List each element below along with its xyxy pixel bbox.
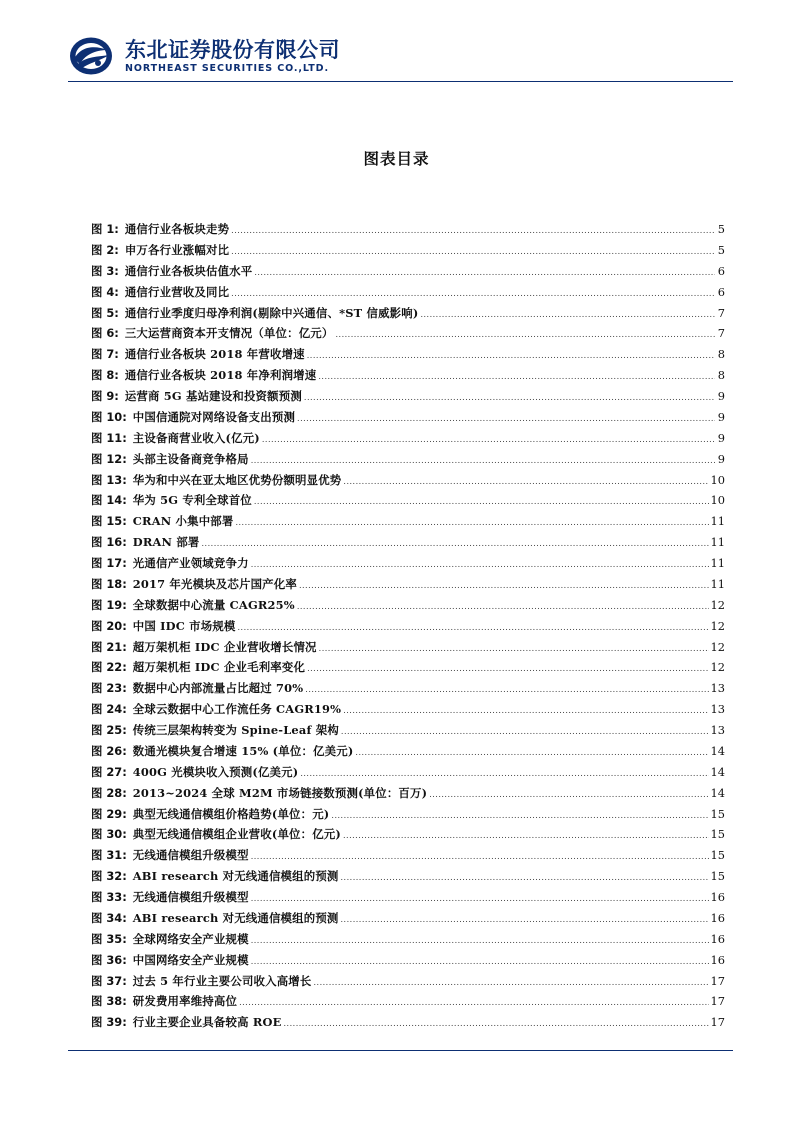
toc-entry-label: 通信行业各板块 2018 年净利润增速 xyxy=(124,368,317,383)
toc-dot-leader xyxy=(284,1014,709,1035)
toc-dot-leader xyxy=(251,889,709,910)
toc-entry-number: 图 34: xyxy=(91,910,127,925)
toc-entry-number: 图 10: xyxy=(91,409,127,424)
toc-entry[interactable] xyxy=(91,511,725,532)
toc-entry-number: 图 31: xyxy=(91,848,127,863)
toc-entry-number: 图 16: xyxy=(91,535,127,550)
toc-entry-label: 超万架机柜 IDC 企业毛利率变化 xyxy=(132,660,306,675)
toc-entry-number: 图 30: xyxy=(91,827,127,842)
toc-entry-number: 图 17: xyxy=(91,556,127,570)
toc-entry-number: 图 8: xyxy=(91,368,119,383)
toc-entry-number: 图 25: xyxy=(91,723,127,737)
toc-entry-page: 14 xyxy=(710,785,725,800)
toc-entry-page: 10 xyxy=(710,472,725,487)
toc-entry-page: 7 xyxy=(717,305,725,320)
toc-dot-leader xyxy=(300,764,708,785)
toc-entry-number: 图 23: xyxy=(91,681,127,696)
toc-entry-page: 15 xyxy=(710,806,725,821)
toc-entry-label: 典型无线通信模组价格趋势(单位：元) xyxy=(132,806,330,821)
toc-entry-label: 全球云数据中心工作流任务 CAGR19% xyxy=(132,702,342,717)
toc-entry[interactable] xyxy=(91,323,725,344)
toc-entry-number: 图 5: xyxy=(91,305,119,320)
toc-entry-page: 9 xyxy=(717,430,725,445)
toc-entry-label: 主设备商营业收入(亿元) xyxy=(132,430,260,445)
toc-dot-leader xyxy=(314,973,709,994)
toc-entry[interactable] xyxy=(91,929,725,950)
toc-dot-leader xyxy=(307,346,715,367)
toc-entry-label: 研发费用率维持高位 xyxy=(132,994,238,1009)
header-divider xyxy=(68,81,733,82)
toc-dot-leader xyxy=(343,701,708,722)
toc-entry-number: 图 38: xyxy=(91,994,127,1009)
toc-entry[interactable] xyxy=(91,282,725,303)
toc-dot-leader xyxy=(319,639,709,660)
toc-entry-number: 图 18: xyxy=(91,576,127,591)
toc-dot-leader xyxy=(231,284,715,305)
toc-entry[interactable] xyxy=(91,303,725,324)
toc-dot-leader xyxy=(231,242,715,263)
toc-dot-leader xyxy=(251,847,709,868)
toc-entry-number: 图 9: xyxy=(91,389,119,403)
toc-entry-label: 400G 光模块收入预测(亿美元) xyxy=(132,764,299,779)
toc-entry-label: 2017 年光模块及芯片国产化率 xyxy=(132,576,297,591)
toc-dot-leader xyxy=(235,513,708,534)
toc-entry-label: 通信行业各板块估值水平 xyxy=(124,263,253,278)
toc-dot-leader xyxy=(239,993,708,1014)
toc-dot-leader xyxy=(335,325,715,346)
toc-entry-label: 中国网络安全产业规模 xyxy=(132,952,249,967)
toc-entry-number: 图 28: xyxy=(91,785,127,800)
toc-entry-page: 6 xyxy=(717,263,725,278)
toc-entry-page: 10 xyxy=(710,493,725,508)
toc-entry[interactable] xyxy=(91,386,725,407)
toc-dot-leader xyxy=(305,680,708,701)
toc-entry[interactable] xyxy=(91,866,725,887)
toc-entry-label: 通信行业各板块走势 xyxy=(124,222,230,236)
toc-entry-page: 16 xyxy=(710,931,725,946)
toc-entry[interactable] xyxy=(91,845,725,866)
company-name-cn: 东北证券股份有限公司 xyxy=(125,38,340,62)
toc-entry[interactable] xyxy=(91,553,725,574)
toc-entry-page: 15 xyxy=(710,869,725,884)
toc-entry-page: 6 xyxy=(717,284,725,299)
toc-entry-label: 通信行业各板块 2018 年营收增速 xyxy=(124,347,305,362)
toc-entry-page: 17 xyxy=(710,994,725,1009)
toc-entry-label: 超万架机柜 IDC 企业营收增长情况 xyxy=(132,639,317,654)
toc-entry-page: 8 xyxy=(717,368,725,383)
toc-entry[interactable] xyxy=(91,804,725,825)
toc-entry-label: 数通光模块复合增速 15% (单位：亿美元) xyxy=(132,743,354,758)
toc-entry[interactable] xyxy=(91,240,725,261)
toc-entry-number: 图 6: xyxy=(91,326,119,341)
toc-entry-label: 过去 5 年行业主要公司收入高增长 xyxy=(132,973,312,988)
toc-entry-label: 光通信产业领域竞争力 xyxy=(132,556,249,570)
toc-entry-page: 17 xyxy=(710,1015,725,1030)
toc-entry-label: 华为和中兴在亚太地区优势份额明显优势 xyxy=(132,472,342,487)
toc-dot-leader xyxy=(299,576,709,597)
toc-entry[interactable] xyxy=(91,261,725,282)
page-title: 图表目录 xyxy=(363,150,430,168)
toc-dot-leader xyxy=(254,492,709,513)
company-name-en: NORTHEAST SECURITIES CO.,LTD. xyxy=(125,63,329,74)
toc-entry-page: 14 xyxy=(710,743,725,758)
toc-dot-leader xyxy=(307,659,708,680)
toc-dot-leader xyxy=(251,555,709,576)
toc-dot-leader xyxy=(297,597,709,618)
toc-entry[interactable] xyxy=(91,1012,725,1033)
toc-entry-label: 中国 IDC 市场规模 xyxy=(132,618,236,633)
toc-entry-number: 图 26: xyxy=(91,743,127,758)
toc-entry-number: 图 39: xyxy=(91,1015,127,1030)
figure-toc-list xyxy=(91,219,725,1033)
toc-dot-leader xyxy=(343,472,708,493)
toc-entry-label: 行业主要企业具备较高 ROE xyxy=(132,1015,282,1030)
page-header xyxy=(68,34,728,80)
toc-entry-number: 图 7: xyxy=(91,347,119,362)
toc-entry-label: DRAN 部署 xyxy=(132,535,200,550)
toc-entry[interactable] xyxy=(91,887,725,908)
toc-entry[interactable] xyxy=(91,824,725,845)
toc-entry[interactable] xyxy=(91,950,725,971)
toc-entry-page: 9 xyxy=(717,389,725,403)
toc-entry-page: 8 xyxy=(717,347,725,362)
toc-entry-page: 7 xyxy=(717,326,725,341)
footer-divider xyxy=(68,1050,733,1051)
toc-entry-label: 通信行业营收及同比 xyxy=(124,284,230,299)
toc-entry-label: 头部主设备商竞争格局 xyxy=(132,451,249,466)
toc-entry-number: 图 14: xyxy=(91,493,127,508)
toc-entry-page: 11 xyxy=(710,576,725,591)
toc-entry-number: 图 13: xyxy=(91,472,127,487)
toc-entry-number: 图 27: xyxy=(91,764,127,779)
toc-dot-leader xyxy=(231,221,715,242)
toc-entry-label: 全球网络安全产业规模 xyxy=(132,931,249,946)
toc-entry-number: 图 36: xyxy=(91,952,127,967)
toc-dot-leader xyxy=(254,263,715,284)
toc-entry-page: 5 xyxy=(717,242,725,257)
toc-dot-leader xyxy=(251,952,709,973)
toc-dot-leader xyxy=(297,409,715,430)
toc-entry[interactable] xyxy=(91,407,725,428)
toc-entry[interactable] xyxy=(91,365,725,386)
toc-entry-number: 图 11: xyxy=(91,430,127,445)
toc-entry[interactable] xyxy=(91,762,725,783)
toc-entry-number: 图 3: xyxy=(91,263,119,278)
toc-entry-page: 12 xyxy=(710,660,725,675)
toc-dot-leader xyxy=(331,806,708,827)
toc-entry-page: 15 xyxy=(710,827,725,842)
toc-entry-page: 14 xyxy=(710,764,725,779)
toc-entry-page: 17 xyxy=(710,973,725,988)
toc-entry-label: 2013~2024 全球 M2M 市场链接数预测(单位：百万) xyxy=(132,785,428,800)
toc-entry[interactable] xyxy=(91,908,725,929)
toc-entry-number: 图 1: xyxy=(91,222,119,236)
toc-entry-label: 全球数据中心流量 CAGR25% xyxy=(132,597,295,612)
toc-dot-leader xyxy=(355,743,708,764)
toc-entry-page: 12 xyxy=(710,639,725,654)
toc-dot-leader xyxy=(304,388,715,409)
toc-entry-page: 5 xyxy=(717,222,725,236)
toc-entry[interactable] xyxy=(91,971,725,992)
toc-entry-page: 12 xyxy=(710,597,725,612)
northeast-securities-logo-icon xyxy=(68,36,114,76)
toc-entry[interactable] xyxy=(91,219,725,240)
toc-entry-page: 15 xyxy=(710,848,725,863)
toc-entry-number: 图 22: xyxy=(91,660,127,675)
toc-entry[interactable] xyxy=(91,595,725,616)
toc-entry[interactable] xyxy=(91,532,725,553)
toc-entry-page: 9 xyxy=(717,409,725,424)
toc-entry-label: 中国信通院对网络设备支出预测 xyxy=(132,409,296,424)
toc-entry[interactable] xyxy=(91,741,725,762)
toc-dot-leader xyxy=(238,618,709,639)
toc-entry[interactable] xyxy=(91,678,725,699)
toc-entry-label: 无线通信模组升级模型 xyxy=(132,848,249,863)
toc-entry-number: 图 21: xyxy=(91,639,127,654)
toc-entry-number: 图 20: xyxy=(91,618,127,633)
toc-entry-label: ABI research 对无线通信模组的预测 xyxy=(132,910,339,925)
toc-entry-page: 12 xyxy=(710,618,725,633)
toc-dot-leader xyxy=(341,910,709,931)
toc-entry-page: 13 xyxy=(710,723,725,737)
toc-entry-number: 图 4: xyxy=(91,284,119,299)
toc-entry-page: 16 xyxy=(710,952,725,967)
toc-entry[interactable] xyxy=(91,470,725,491)
toc-entry-page: 16 xyxy=(710,910,725,925)
toc-entry-number: 图 12: xyxy=(91,451,127,466)
toc-entry[interactable] xyxy=(91,574,725,595)
toc-entry[interactable] xyxy=(91,490,725,511)
toc-entry-number: 图 15: xyxy=(91,514,127,529)
toc-dot-leader xyxy=(251,451,715,472)
toc-entry[interactable] xyxy=(91,657,725,678)
toc-entry[interactable] xyxy=(91,449,725,470)
toc-entry-number: 图 24: xyxy=(91,702,127,717)
toc-entry-page: 11 xyxy=(710,514,725,529)
toc-entry-number: 图 2: xyxy=(91,242,119,257)
toc-entry-label: 无线通信模组升级模型 xyxy=(132,890,249,904)
toc-dot-leader xyxy=(341,868,709,889)
toc-entry-page: 11 xyxy=(710,556,725,570)
toc-dot-leader xyxy=(420,305,715,326)
toc-dot-leader xyxy=(341,722,709,743)
toc-entry[interactable] xyxy=(91,344,725,365)
toc-dot-leader xyxy=(251,931,709,952)
toc-entry-number: 图 29: xyxy=(91,806,127,821)
toc-entry-number: 图 35: xyxy=(91,931,127,946)
toc-entry-label: 典型无线通信模组企业营收(单位：亿元) xyxy=(132,827,341,842)
toc-dot-leader xyxy=(429,785,708,806)
toc-entry[interactable] xyxy=(91,616,725,637)
toc-entry-label: 运营商 5G 基站建设和投资额预测 xyxy=(124,389,302,403)
toc-entry-label: 传统三层架构转变为 Spine-Leaf 架构 xyxy=(132,723,339,737)
toc-entry-number: 图 19: xyxy=(91,597,127,612)
toc-entry-number: 图 33: xyxy=(91,890,127,904)
toc-entry[interactable] xyxy=(91,428,725,449)
toc-entry-page: 11 xyxy=(710,535,725,550)
toc-entry-label: 通信行业季度归母净利润(剔除中兴通信、*ST 信威影响) xyxy=(124,305,419,320)
toc-dot-leader xyxy=(262,430,715,451)
toc-entry-label: 数据中心内部流量占比超过 70% xyxy=(132,681,304,696)
toc-entry-page: 13 xyxy=(710,681,725,696)
toc-entry[interactable] xyxy=(91,783,725,804)
toc-entry-number: 图 37: xyxy=(91,973,127,988)
toc-dot-leader xyxy=(202,534,709,555)
toc-entry[interactable] xyxy=(91,720,725,741)
toc-entry[interactable] xyxy=(91,991,725,1012)
toc-entry-number: 图 32: xyxy=(91,869,127,884)
toc-entry-label: 三大运营商资本开支情况（单位：亿元） xyxy=(124,326,334,341)
toc-entry[interactable] xyxy=(91,637,725,658)
toc-entry-page: 13 xyxy=(710,702,725,717)
toc-entry-page: 16 xyxy=(710,890,725,904)
toc-entry[interactable] xyxy=(91,699,725,720)
toc-dot-leader xyxy=(318,367,715,388)
toc-entry-label: 申万各行业涨幅对比 xyxy=(124,242,230,257)
toc-dot-leader xyxy=(343,826,709,847)
toc-entry-label: ABI research 对无线通信模组的预测 xyxy=(132,869,339,884)
toc-entry-label: 华为 5G 专利全球首位 xyxy=(132,493,252,508)
toc-entry-label: CRAN 小集中部署 xyxy=(132,514,234,529)
toc-entry-page: 9 xyxy=(717,451,725,466)
